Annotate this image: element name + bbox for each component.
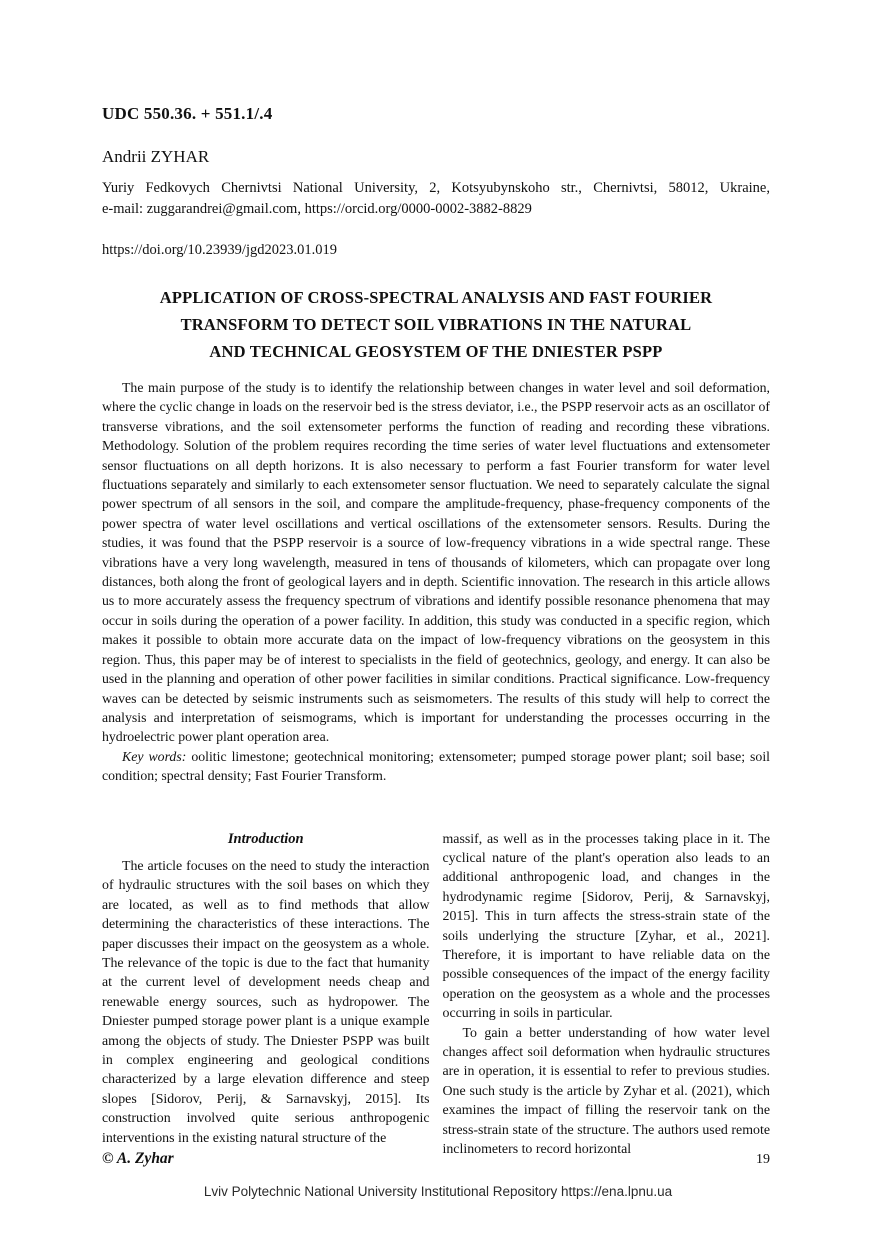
introduction-paragraph: The article focuses on the need to study the interaction of hydraulic structures with the soil bases on which they are located, as well as to find methods that allow determining the characteristics of these interactions. The paper discusses their impact on the geosystem as a whole. The relevance of the topic is due to the fact that humanity at the current level of development needs cheap and renewable energy sources, such as hydropower. The Dniester pumped storage power plant is a unique example among the objects of study. The Dniester PSPP was built in complex engineering and geological conditions characterized by a large elevation difference and steep slopes [Sidorov, Perij, & Sarnavskyj, 2015]. Its construction involved quite serious anthropogenic interventions in the existing natural structure of the [102,858,430,1146]
doi-link: https://doi.org/10.23939/jgd2023.01.019 [102,242,337,258]
affiliation-line: Yuriy Fedkovych Chernivtsi National University, 2, Kotsyubynskoho str., Chernivtsi, 58012, Ukraine, [102,180,770,196]
right-column [443,830,771,1160]
page-content [102,0,770,1159]
body-paragraph: To gain a better understanding of how water level changes affect soil deformation when hydraulic structures are in operation, it is essential to refer to previous studies. One such study is the article by Zyhar et al. (2021), which examines the impact of filling the reservoir tank on the stress-strain state of the structure. The authors used remote inclinometers to record horizontal [442,1025,770,1158]
keywords-paragraph [102,747,770,786]
author-name: Andrii ZYHAR [102,147,210,166]
abstract-section [102,378,770,786]
page-footer [102,1150,770,1168]
keywords-text: oolitic limestone; geotechnical monitoring; extensometer; pumped storage power plant; soil base; soil condition; spectral density; Fast Fourier Transform. [102,748,770,784]
paper-title-line: TRANSFORM TO DETECT SOIL VIBRATIONS IN THE NATURAL [180,315,692,334]
author-affiliation [102,178,770,220]
keywords-label: Key words: [122,748,187,764]
paper-title [102,284,770,365]
copyright-notice: © A. Zyhar [102,1150,174,1167]
introduction-heading: Introduction [227,830,304,847]
repository-stamp: Lviv Polytechnic National University Institutional Repository https://ena.lpnu.ua [203,1184,673,1199]
paper-title-line: APPLICATION OF CROSS-SPECTRAL ANALYSIS AND FAST FOURIER [159,288,713,307]
paper-title-line: AND TECHNICAL GEOSYSTEM OF THE DNIESTER PSPP [209,342,663,361]
page-number: 19 [756,1152,770,1167]
affiliation-contact-line: e-mail: zuggarandrei@gmail.com, https://orcid.org/0000-0002-3882-8829 [102,201,532,217]
two-column-body [102,830,770,1160]
udc-code: UDC 550.36. + 551.1/.4 [102,104,273,123]
body-paragraph-continued: massif, as well as in the processes taking place in it. The cyclical nature of the plant's operation also leads to an additional anthropogenic load, and changes in the hydrodynamic regime [Sidorov, Perij, & Sarnavskyj, 2015]. This in turn affects the stress-strain state of the soils underlying the structure [Zyhar, et al., 2021]. Therefore, it is important to have reliable data on the possible consequences of the impact of the energy facility operation on the geosystem as a whole and the processes occurring in soils in particular. [442,831,770,1022]
left-column [102,830,430,1160]
abstract-text: The main purpose of the study is to identify the relationship between changes in water level and soil deformation, where the cyclic change in loads on the reservoir bed is the stress deviator, i.e., the PSPP reservoir acts as an oscillator of transverse vibrations, and the soil extensometer performs the function of reading and recording these vibrations. Methodology. Solution of the problem requires recording the time series of water level fluctuations and extensometer sensor fluctuations on all depth horizons. It is also necessary to perform a fast Fourier transform for water level fluctuations separately and similarly to each extensometer sensor fluctuation. We need to separately calculate the signal power spectrum of all sensors in the soil, and compare the amplitude-frequency, phase-frequency components of the power spectra of water level oscillations and vertical oscillations of the extensometer sensors. Results. During the studies, it was found that the PSPP reservoir is a source of low-frequency vibrations in a wide spectral range. These vibrations have a very long wavelength, measured in tens of thousands of kilometers, which can propagate over long distances, both along the front of geological layers and in depth. Scientific innovation. The research in this article allows us to more accurately assess the frequency spectrum of vibrations and identify possible resonance phenomena that may occur in soils during the operation of a power facility. In addition, this study was conducted in a specific region, which makes it possible to obtain more accurate data on the impact of low-frequency vibrations on the geosystem in this region. Thus, this paper may be of interest to specialists in the field of geotechnics, geology, and energy. It can also be used in the planning and operation of other power facilities in similar conditions. Practical significance. Low-frequency waves can be detected by seismic instruments such as seismometers. The results of this study will help to correct the analysis and interpretation of seismograms, which is important for understanding the processes occurring in the hydroelectric power plant operation area. [102,380,770,745]
